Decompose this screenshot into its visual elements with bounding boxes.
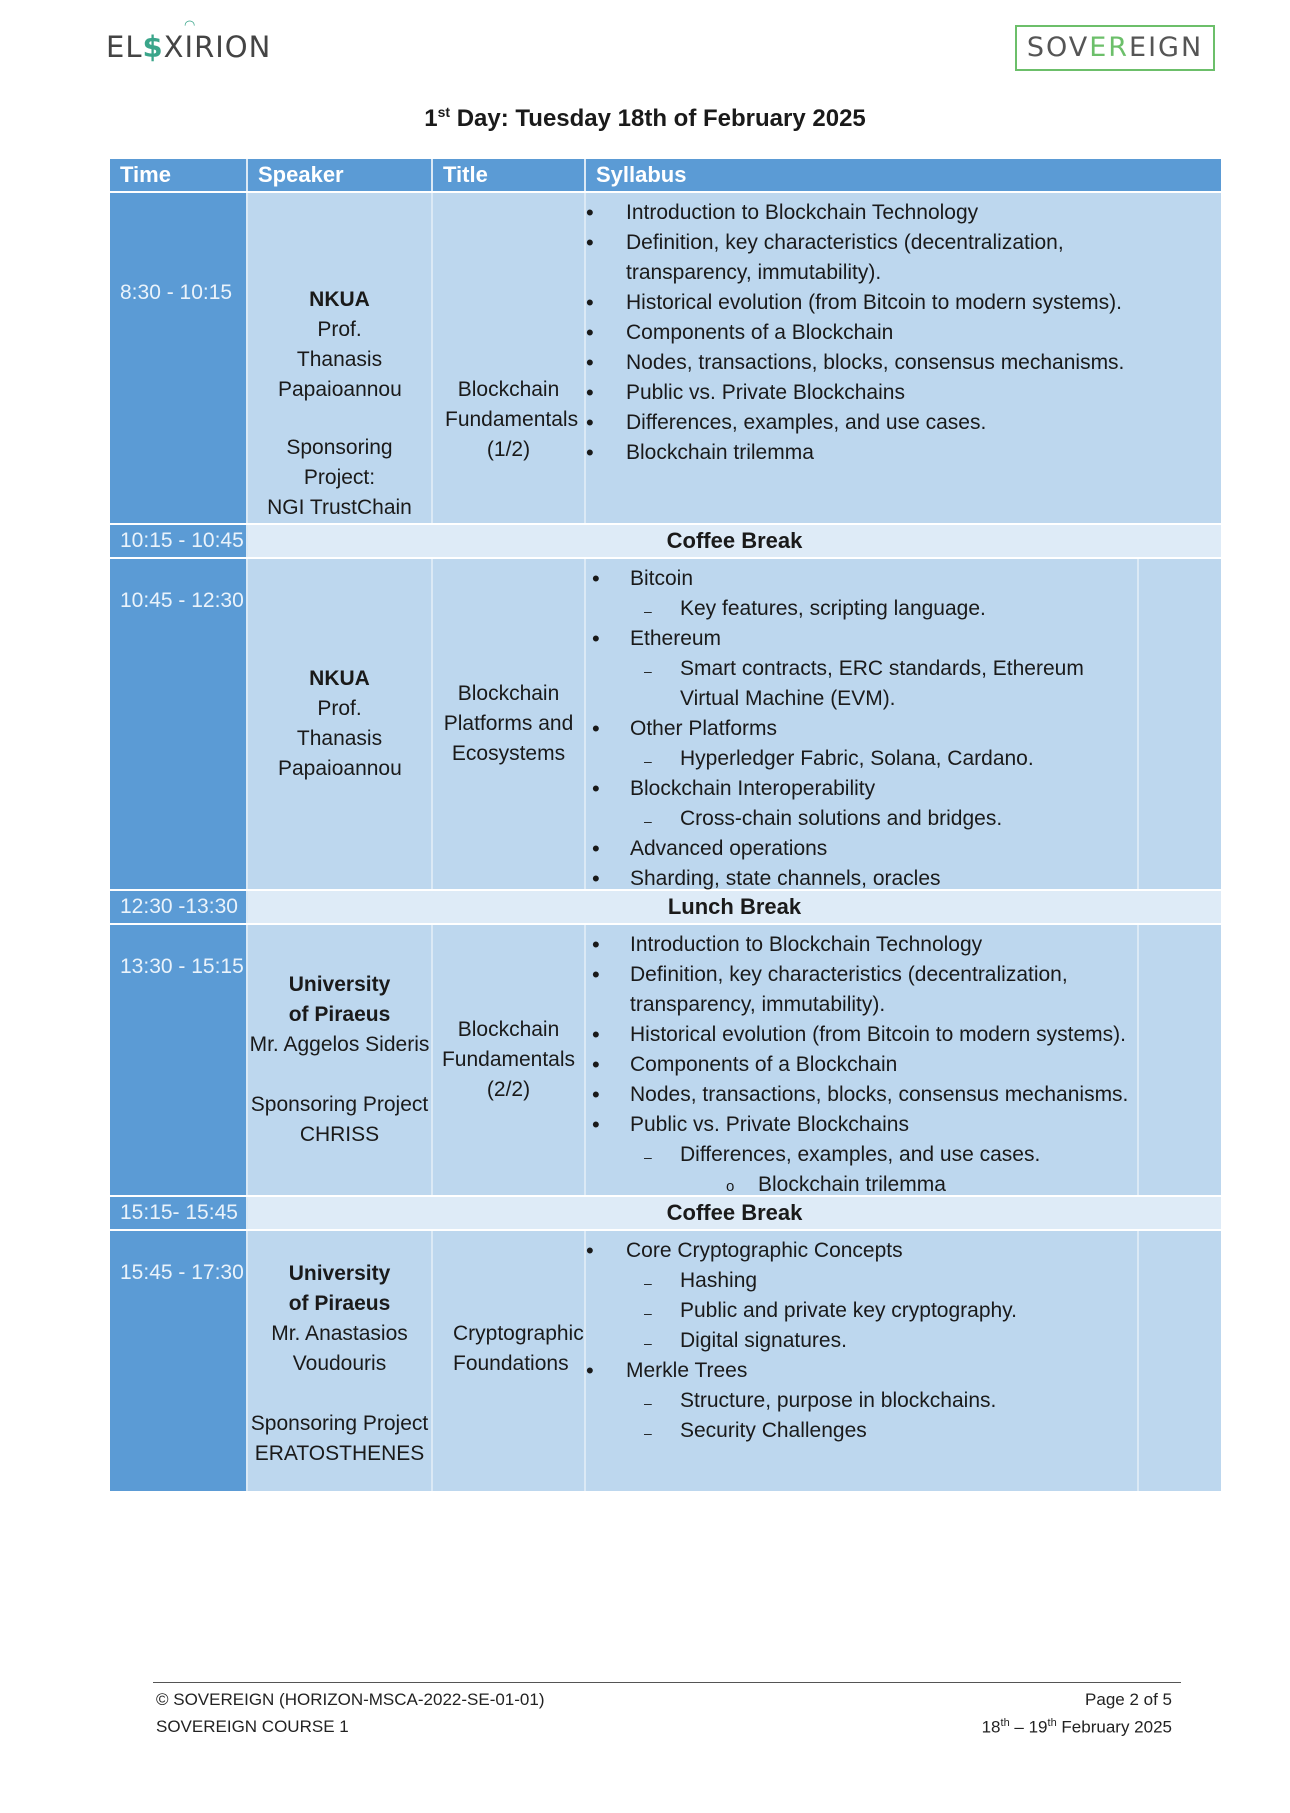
list-item: • Merkle Trees — [586, 1356, 1137, 1386]
list-item: • Components of a Blockchain — [586, 318, 1161, 348]
syllabus-list — [586, 1231, 1137, 1446]
sponsor-name: CHRISS — [299, 1123, 380, 1146]
break-row — [110, 525, 1221, 559]
list-item: • Definition, key characteristics (decentralization, transparency, immutability). — [586, 960, 1137, 1020]
syllabus-side-cell — [1137, 925, 1221, 1195]
session-syllabus — [586, 925, 1221, 1195]
logo-text-part: EL — [106, 30, 143, 64]
session-speaker — [248, 1231, 433, 1491]
session-time — [110, 925, 248, 1195]
session-syllabus — [586, 559, 1221, 889]
session-speaker — [248, 925, 433, 1195]
logo-text-part: SOV — [1026, 32, 1090, 63]
list-item: • Blockchain Interoperability — [586, 774, 1137, 804]
session-time — [110, 1231, 248, 1491]
table-row — [110, 925, 1221, 1197]
syllabus-list — [586, 925, 1137, 1200]
speaker-name: Prof. Thanasis Papaioannou — [278, 697, 402, 780]
elixirion-logo — [106, 18, 272, 64]
title-text: Blockchain Fundamentals (2/2) — [441, 1018, 576, 1101]
speaker-institution: University of Piraeus — [288, 1262, 391, 1315]
time-text: 13:30 - 15:15 — [120, 955, 244, 978]
session-title — [433, 559, 586, 889]
list-item: • Introduction to Blockchain Technology — [586, 198, 1161, 228]
session-title — [433, 193, 586, 523]
speaker-institution: NKUA — [309, 288, 370, 311]
break-row — [110, 891, 1221, 925]
page-title — [0, 104, 1290, 133]
table-header-row — [110, 159, 1221, 193]
list-item: • Historical evolution (from Bitcoin to modern systems). — [586, 288, 1161, 318]
title-ordinal: 1 — [424, 105, 438, 132]
break-row — [110, 1197, 1221, 1231]
list-item: • Definition, key characteristics (decentralization, transparency, immutability). — [586, 228, 1161, 288]
list-item: • Ethereum — [586, 624, 1137, 654]
list-item: o Blockchain trilemma — [586, 1170, 1137, 1200]
title-text: Day: Tuesday 18th of February 2025 — [450, 105, 866, 132]
table-row — [110, 1231, 1221, 1493]
time-text: 15:45 - 17:30 — [120, 1261, 244, 1284]
speaker-name: Mr. Anastasios Voudouris — [271, 1322, 408, 1375]
footer-page-number: Page 2 of 5 — [1085, 1690, 1172, 1709]
speaker-institution: University of Piraeus — [288, 973, 391, 1026]
date-part: February 2025 — [1056, 1717, 1172, 1737]
list-item: – Structure, purpose in blockchains. — [586, 1386, 1137, 1416]
session-time — [110, 193, 248, 523]
title-text: Blockchain Fundamentals (1/2) — [445, 378, 579, 461]
list-item: – Smart contracts, ERC standards, Ethereum Virtual Machine (EVM). — [586, 654, 1137, 714]
list-item: – Differences, examples, and use cases. — [586, 1140, 1137, 1170]
sponsor-label: Sponsoring Project — [250, 1412, 429, 1435]
list-item: – Public and private key cryptography. — [586, 1296, 1137, 1326]
list-item: • Historical evolution (from Bitcoin to modern systems). — [586, 1020, 1137, 1050]
break-time: 10:15 - 10:45 — [110, 525, 248, 557]
date-part: 18 — [981, 1717, 1001, 1737]
session-title — [433, 1231, 586, 1491]
logo-text-part: EIGN — [1129, 32, 1204, 63]
syllabus-side-cell — [1137, 559, 1221, 889]
list-item: • Advanced operations — [586, 834, 1137, 864]
syllabus-list — [586, 559, 1137, 894]
time-text: 8:30 - 10:15 — [120, 281, 233, 304]
title-text: Blockchain Platforms and Ecosystems — [443, 682, 574, 765]
list-item: – Cross-chain solutions and bridges. — [586, 804, 1137, 834]
speaker-name: Prof. Thanasis Papaioannou — [278, 318, 402, 401]
title-text: Cryptographic Foundations — [453, 1322, 584, 1375]
list-item: • Nodes, transactions, blocks, consensus mechanisms. — [586, 1080, 1137, 1110]
list-item: • Other Platforms — [586, 714, 1137, 744]
footer-copyright: © SOVEREIGN (HORIZON-MSCA-2022-SE-01-01) — [156, 1690, 545, 1709]
title-sup: st — [437, 104, 451, 120]
header-time: Time — [110, 159, 248, 191]
speaker-institution: NKUA — [309, 667, 370, 690]
break-time: 12:30 -13:30 — [110, 891, 248, 923]
break-label: Coffee Break — [248, 1197, 1221, 1229]
list-item: • Public vs. Private Blockchains — [586, 378, 1161, 408]
footer-divider — [153, 1682, 1181, 1683]
time-text: 10:45 - 12:30 — [120, 589, 244, 612]
list-item: – Key features, scripting language. — [586, 594, 1137, 624]
list-item: • Nodes, transactions, blocks, consensus mechanisms. — [586, 348, 1161, 378]
header-speaker: Speaker — [248, 159, 433, 191]
syllabus-side-cell — [1137, 1231, 1221, 1491]
list-item: • Introduction to Blockchain Technology — [586, 930, 1137, 960]
date-sup: th — [1047, 1717, 1057, 1729]
header-syllabus: Syllabus — [586, 159, 1221, 191]
session-syllabus — [586, 1231, 1221, 1491]
table-row — [110, 193, 1221, 525]
date-part: – 19 — [1009, 1717, 1048, 1737]
list-item: – Digital signatures. — [586, 1326, 1137, 1356]
list-item: • Differences, examples, and use cases. — [586, 408, 1161, 438]
break-label: Lunch Break — [248, 891, 1221, 923]
sponsor-label: Sponsoring Project: — [286, 436, 393, 489]
break-time: 15:15- 15:45 — [110, 1197, 248, 1229]
list-item: • Core Cryptographic Concepts — [586, 1236, 1137, 1266]
date-sup: th — [1000, 1717, 1010, 1729]
logo-text-part: $ — [142, 30, 164, 64]
sponsor-name: NGI TrustChain — [267, 496, 412, 519]
list-item: • Components of a Blockchain — [586, 1050, 1137, 1080]
wifi-icon: ◠ — [184, 18, 197, 33]
footer-course: SOVEREIGN COURSE 1 — [156, 1717, 349, 1736]
list-item: – Hashing — [586, 1266, 1137, 1296]
logo-text-part: XIRION — [163, 30, 272, 64]
break-label: Coffee Break — [248, 525, 1221, 557]
list-item: • Blockchain trilemma — [586, 438, 1161, 468]
list-item: • Bitcoin — [586, 564, 1137, 594]
session-speaker — [248, 193, 433, 523]
speaker-name: Mr. Aggelos Sideris — [249, 1033, 430, 1056]
list-item: – Security Challenges — [586, 1416, 1137, 1446]
session-title — [433, 925, 586, 1195]
sponsor-name: ERATOSTHENES — [254, 1442, 425, 1465]
sponsor-label: Sponsoring Project — [250, 1093, 429, 1116]
footer-dates — [982, 1717, 1172, 1738]
sovereign-logo — [1015, 25, 1215, 71]
schedule-table — [110, 159, 1221, 1493]
list-item: • Sharding, state channels, oracles — [586, 864, 1137, 894]
logo-text-part: ER — [1089, 32, 1130, 63]
table-row — [110, 559, 1221, 891]
session-syllabus — [586, 193, 1221, 523]
session-time — [110, 559, 248, 889]
list-item: • Public vs. Private Blockchains — [586, 1110, 1137, 1140]
header-title: Title — [433, 159, 586, 191]
session-speaker — [248, 559, 433, 889]
list-item: – Hyperledger Fabric, Solana, Cardano. — [586, 744, 1137, 774]
syllabus-list — [586, 193, 1221, 468]
